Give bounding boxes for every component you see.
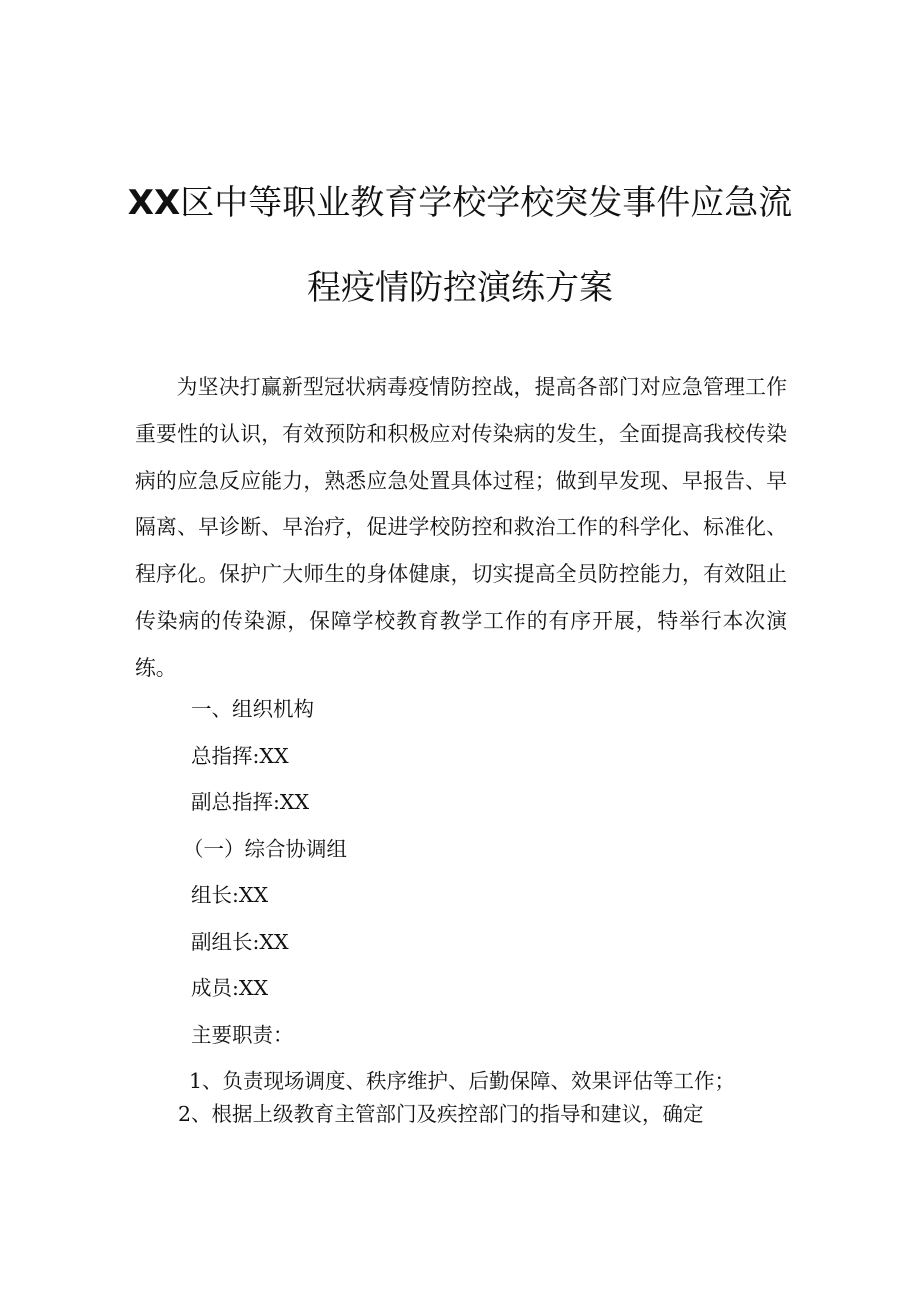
- vice-group-leader-line: 副组长:XX: [191, 930, 289, 954]
- chief-commander-line: 总指挥:XX: [191, 744, 289, 768]
- duty-item-2: 2、根据上级教育主管部门及疾控部门的指导和建议，确定: [178, 1102, 704, 1126]
- members-line: 成员:XX: [191, 976, 269, 1000]
- document-title-line-1: [0, 183, 920, 223]
- intro-paragraph: 为坚决打赢新型冠状病毒疫情防控战，提高各部门对应急管理工作重要性的认识，有效预防和积极应对传染病的发生，全面提高我校传染病的应急反应能力，熟悉应急处置具体过程；做到早发现、早报告、早隔离、早诊断、早治疗，促进学校防控和救治工作的科学化、标准化、程序化。保护广大师生的身体健康，切实提高全员防控能力，有效阻止传染病的传染源，保障学校教育教学工作的有序开展，特举行本次演练。: [135, 375, 787, 680]
- document-title-line-2: 程疫情防控演练方案: [307, 268, 613, 308]
- group-leader-line: 组长:XX: [191, 883, 269, 907]
- title-prefix: XX: [127, 183, 181, 223]
- section-heading-organization: 一、组织机构: [191, 697, 314, 721]
- subsection-heading-coordination-group: （一）综合协调组: [183, 837, 347, 861]
- duties-heading: 主要职责：: [191, 1023, 294, 1047]
- title-text: 区中等职业教育学校学校突发事件应急流: [180, 183, 793, 223]
- duty-item-1: 1、负责现场调度、秩序维护、后勤保障、效果评估等工作；: [189, 1069, 736, 1093]
- vice-chief-commander-line: 副总指挥:XX: [191, 790, 310, 814]
